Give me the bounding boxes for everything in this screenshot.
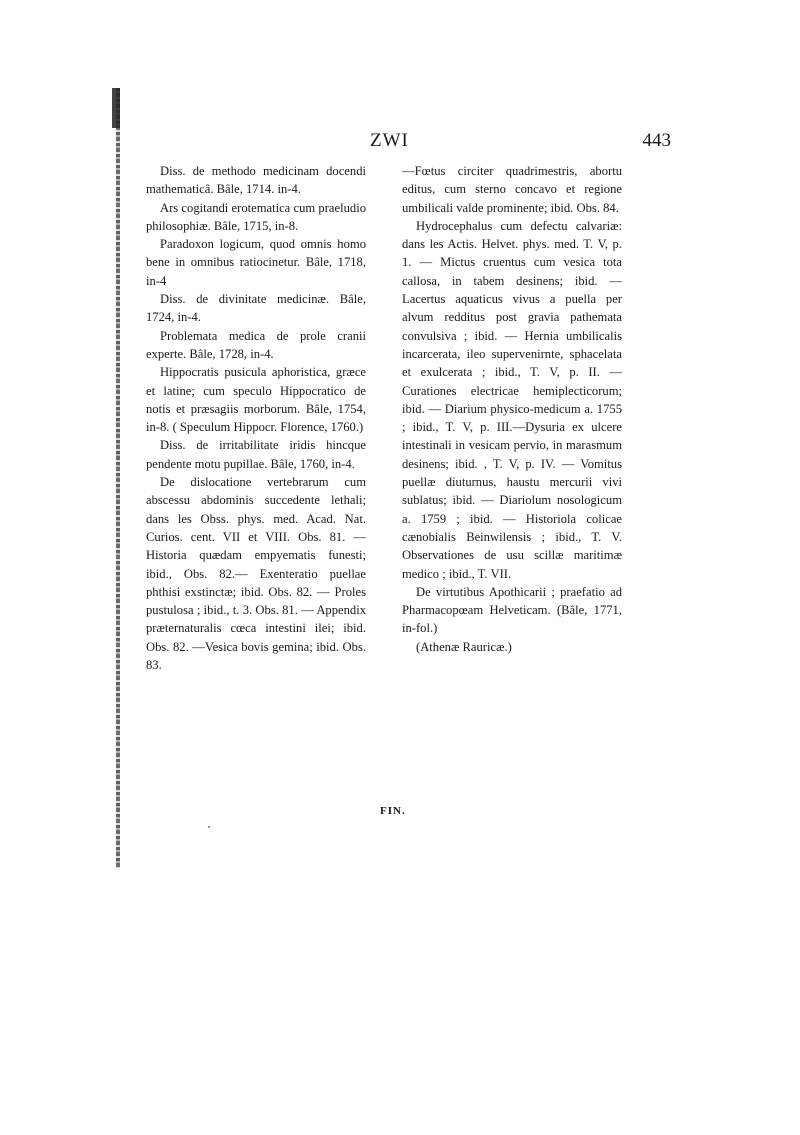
bibliography-entry: —Fœtus circiter quadrimestris, abortu editus, cum sterno concavo et regione umbilicali valde prominente; ibid. Obs. 84. bbox=[402, 164, 622, 215]
bibliography-entry: Problemata medica de prole cranii experte. Bâle, 1728, in-4. bbox=[146, 328, 366, 361]
bibliography-entry: Hydrocephalus cum defectu calvariæ: dans les Actis. Helvet. phys. med. T. V, p. 1. — Mictus cruentus cum vesica tota callosa, in tabem desinens; ibid. — Lacertus aquaticus vivus a puella per alvum redditus post gravia pathemata convulsiva ; ibid. — Hernia umbilicalis incarcerata, ileo supervenirnte, sphacelata et exulcerata ; ibid., T. V, p. II. — Curationes electricae hemiplecticorum; ibid. — Diarium physico-medicum a. 1755 ; ibid., T. V, p. III.—Dysuria ex ulcere intestinali in vesicam pervio, in marasmum desinens; ibid. , T. V, p. IV. — Vomitus puellæ diuturnus, haustu mercurii vivi sublatus; ibid. — Diariolum nosologicum a. 1759 ; ibid. — Historiola colicae cænobialis Beinwilensis ; ibid., T. V. Observationes de usu scillæ maritimæ medico ; ibid., T. VII. bbox=[402, 218, 622, 581]
bibliography-entry: Paradoxon logicum, quod omnis homo bene in omnibus ratiocinetur. Bâle, 1718, in-4 bbox=[146, 237, 366, 288]
bibliography-entry: Diss. de divinitate medicinæ. Bâle, 1724, in-4. bbox=[146, 292, 366, 325]
page-number: 443 bbox=[642, 130, 671, 151]
binding-edge bbox=[116, 88, 120, 868]
running-header-title: ZWI bbox=[370, 130, 409, 151]
bibliography-entry: Diss. de irritabilitate iridis hincque pendente motu pupillae. Bâle, 1760, in-4. bbox=[146, 438, 366, 471]
bibliography-entry: Ars cogitandi erotematica cum praeludio philosophiæ. Bâle, 1715, in-8. bbox=[146, 200, 366, 233]
bibliography-entry: Hippocratis pusicula aphoristica, græce et latine; cum speculo Hippocratico de notis et præsagiis morborum. Bâle, 1754, in-8. ( Speculum Hippocr. Florence, 1760.) bbox=[146, 365, 366, 435]
binding-edge-mark bbox=[112, 88, 120, 128]
scan-speck bbox=[208, 826, 210, 828]
bibliography-entry: De virtutibus Apothicarii ; praefatio ad Pharmacopœam Helveticam. (Bâle, 1771, in-fol.) bbox=[402, 584, 622, 636]
bibliography-entry: De dislocatione vertebrarum cum abscessu abdominis succedente lethali; dans les Obss. phys. med. Acad. Nat. Curios. cent. VII et VIII. Obs. 81. — Historia quædam empyematis funesti; ibid., Obs. 82.— Exenteratio puellae phthisi exstinctæ; ibid. Obs. 82. — Proles pustulosa ; ibid., t. 3. Obs. 81. — Appendix præternaturalis cœca intestini ilei; ibid. Obs. 82. —Vesica bovis gemina; ibid. Obs. 83. bbox=[146, 475, 366, 673]
left-column bbox=[146, 162, 366, 674]
bibliography-entry: Diss. de methodo medicinam docendi mathematicâ. Bâle, 1714. in-4. bbox=[146, 164, 366, 197]
source-attribution: (Athenæ Rauricæ.) bbox=[416, 639, 512, 654]
end-marker: FIN. bbox=[380, 805, 406, 817]
right-column bbox=[402, 162, 622, 656]
